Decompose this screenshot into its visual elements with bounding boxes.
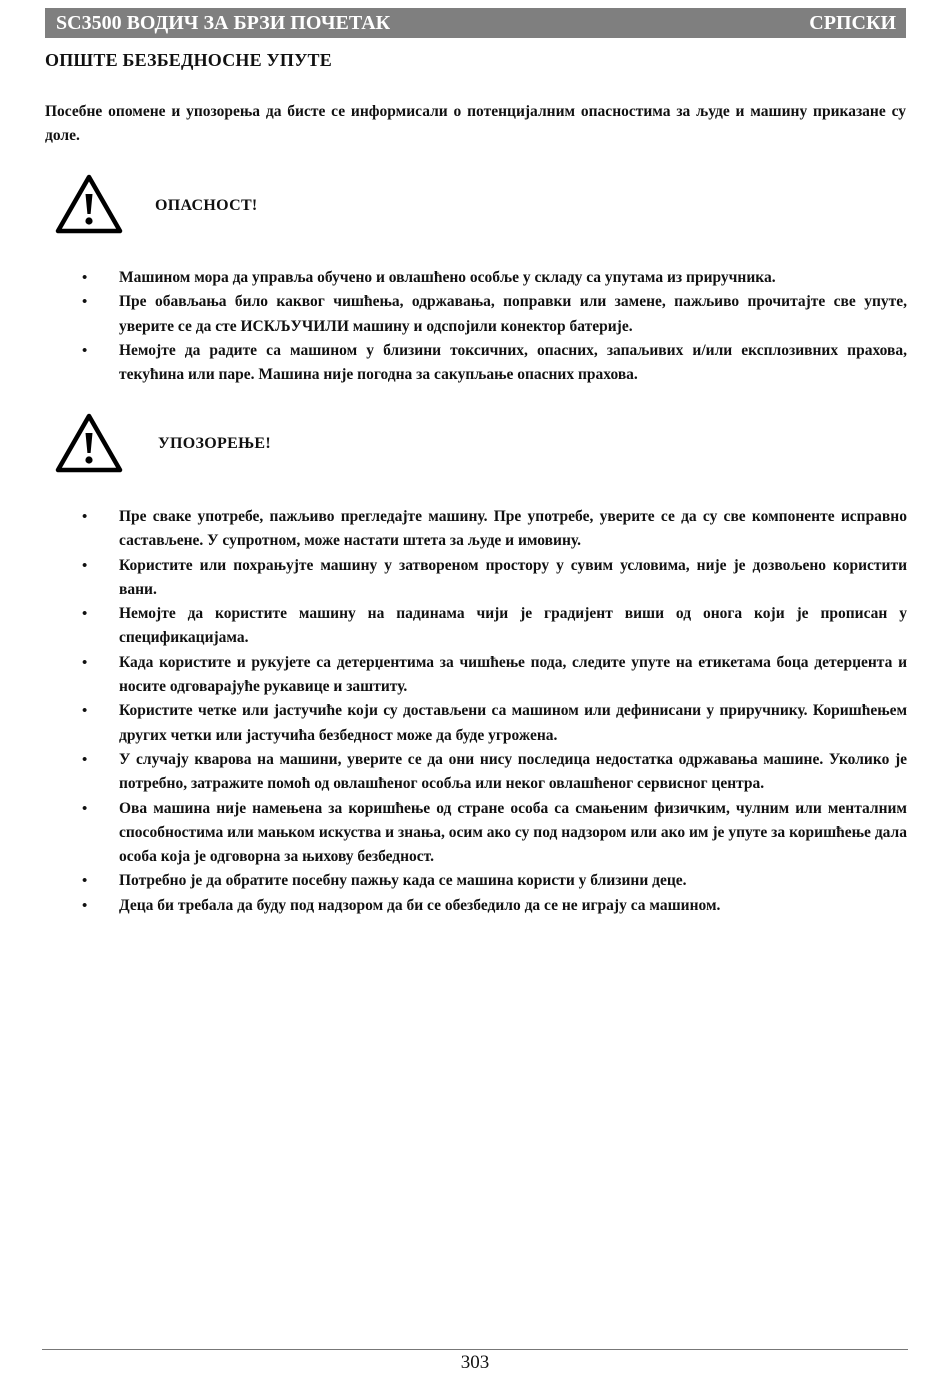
list-item: • Машином мора да управља обучено и овлашћено особље у складу са упутама из приручника.: [45, 266, 907, 290]
list-item: • Користите или похрањујте машину у затвореном простору у сувим условима, није је дозвољено користити вани.: [45, 554, 907, 603]
danger-label: ОПАСНОСТ!: [155, 197, 258, 214]
warning-label: УПОЗОРЕЊЕ!: [158, 435, 271, 452]
page-header: [45, 8, 906, 38]
list-item: • Потребно је да обратите посебну пажњу када се машина користи у близини деце.: [45, 869, 907, 893]
danger-warning-triangle-icon: [55, 174, 123, 234]
section-title: ОПШТЕ БЕЗБЕДНОСНЕ УПУТЕ: [45, 50, 332, 70]
footer-divider: [42, 1349, 908, 1350]
danger-list: [45, 266, 907, 387]
intro-paragraph: Посебне опомене и упозорења да бисте се информисали о потенцијалним опасностима за људе и машину приказане су доле.: [45, 103, 906, 144]
list-item: • У случају кварова на машини, уверите се да они нису последица недостатка одржавања машине. Уколико је потребно, затражите помоћ од овлашћеног особља или неког овлашћеног сервисног центра.: [45, 748, 907, 797]
caution-warning-triangle-icon: [55, 413, 123, 473]
list-item: • Ова машина није намењена за коришћење од стране особа са смањеним физичким, чулним или менталним способностима или мањком искуства и знања, осим ако су под надзором или ако им је упуте за коришћење дала особа која је одговорна за њихову безбедност.: [45, 797, 907, 870]
list-item: • Када користите и рукујете са детерџентима за чишћење пода, следите упуте на етикетама боца детерџента и носите одговарајуће рукавице и заштиту.: [45, 651, 907, 700]
list-item: • Пре обављања било каквог чишћења, одржавања, поправки или замене, пажљиво прочитајте све упуте, уверите се да сте ИСКЉУЧИЛИ машину и одспојили конектор батерије.: [45, 290, 907, 339]
list-item: • Деца би требала да буду под надзором да би се обезбедило да се не играју са машином.: [45, 894, 907, 918]
list-item: • Немојте да користите машину на падинама чији је градијент виши од онога који је прописан у спецификацијама.: [45, 602, 907, 651]
document-title: SC3500 ВОДИЧ ЗА БРЗИ ПОЧЕТАК: [56, 11, 391, 34]
list-item: • Пре сваке употребе, пажљиво прегледајте машину. Пре употребе, уверите се да су све компоненте исправно састављене. У супротном, може настати штета за људе и имовину.: [45, 505, 907, 554]
list-item: • Немојте да радите са машином у близини токсичних, опасних, запаљивих и/или експлозивних прахова, текућина или паре. Машина није погодна за сакупљање опасних прахова.: [45, 339, 907, 388]
language-label: СРПСКИ: [809, 11, 896, 34]
page-number: 303: [460, 1352, 490, 1373]
warning-list: [45, 505, 907, 918]
list-item: • Користите четке или јастучиће који су достављени са машином или дефинисани у приручнику. Коришћењем других четки или јастучића безбедност може да буде угрожена.: [45, 699, 907, 748]
